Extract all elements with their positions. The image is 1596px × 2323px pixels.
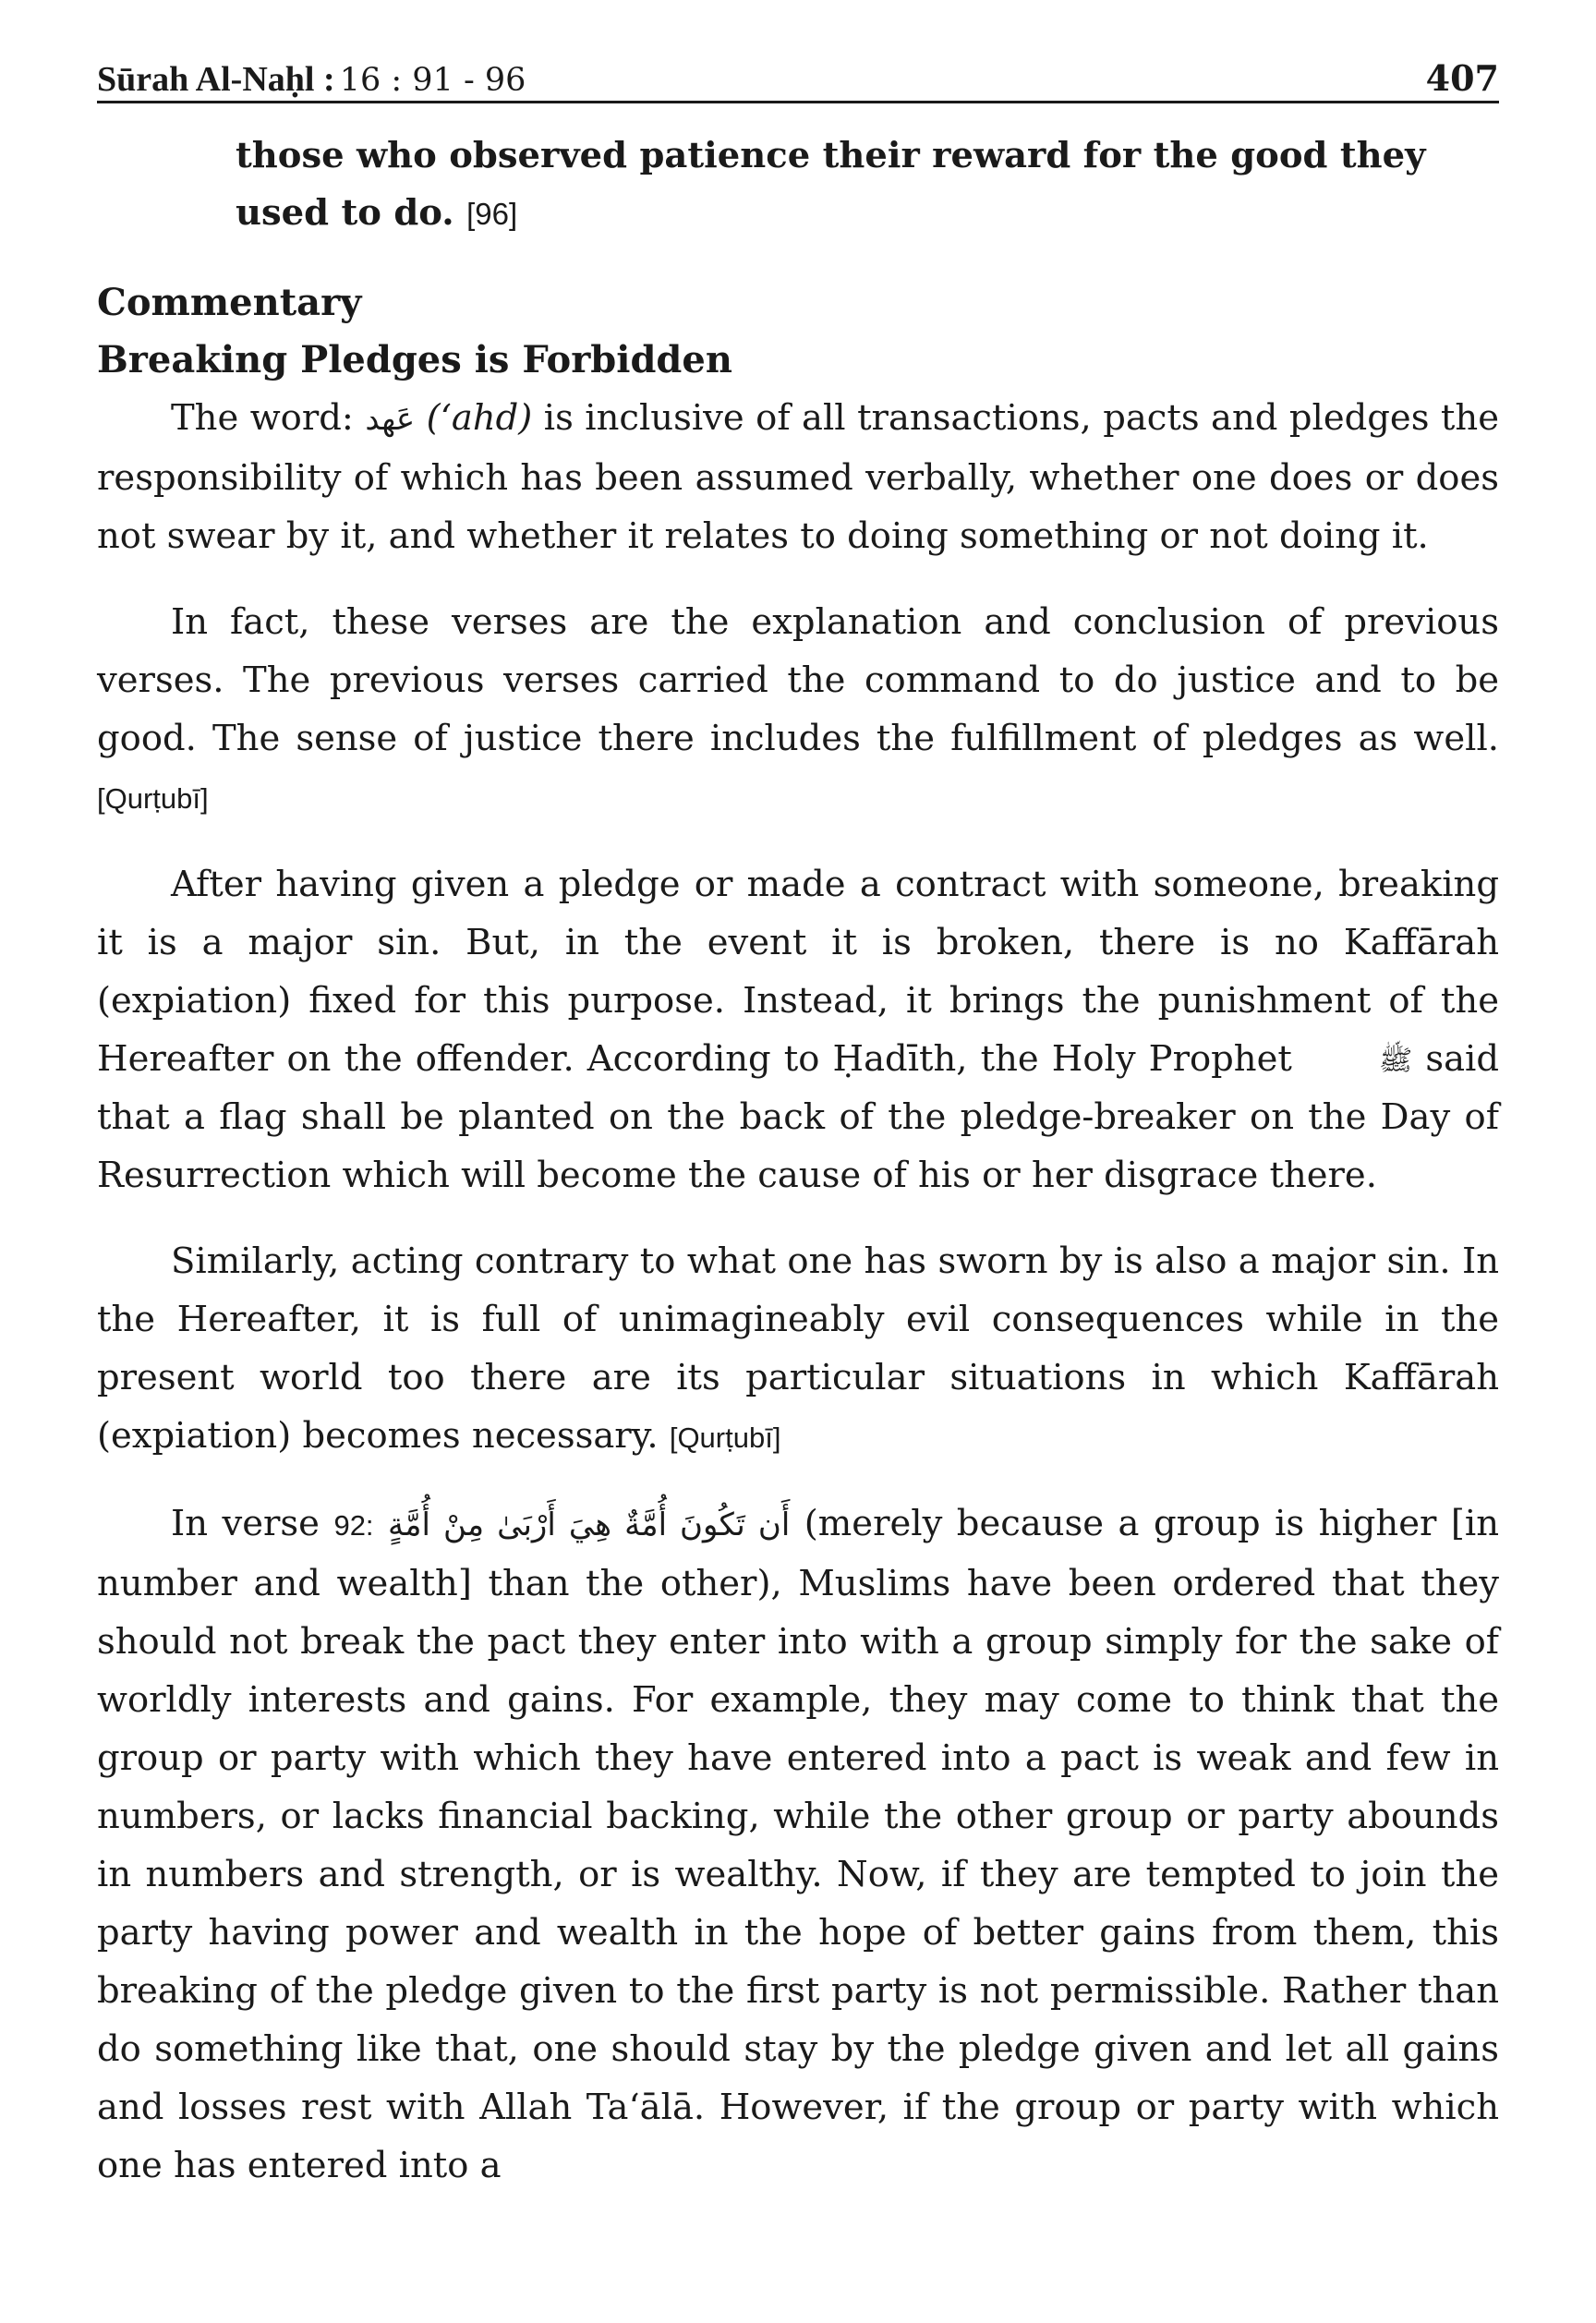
header-left — [97, 59, 526, 100]
section-heading: Breaking Pledges is Forbidden — [97, 338, 732, 381]
page-body — [97, 127, 1499, 2195]
paragraph-3 — [97, 855, 1499, 1204]
surah-title: Sūrah Al-Naḥl : — [97, 60, 335, 99]
commentary-heading: Commentary — [97, 281, 362, 324]
paragraph-1 — [97, 389, 1499, 565]
book-page — [97, 37, 1499, 2195]
verse-translation — [97, 127, 1499, 243]
citation-qurtubi: [Qurṭubī] — [669, 1422, 781, 1454]
p2-text: In fact, these verses are the explanation and conclusion of previous verses. The previous verses carried the command to do justice and to be good. The sense of justice there includes the fulfillment of pledges as well. — [97, 601, 1499, 759]
citation-qurtubi: [Qurṭubī] — [97, 782, 209, 815]
salutation-icon: ﷺ — [1378, 1045, 1413, 1077]
running-header — [97, 37, 1499, 103]
page-number: 407 — [1425, 57, 1499, 99]
paragraph-5 — [97, 1494, 1499, 2195]
verse-reference: 92: — [333, 1509, 374, 1542]
arabic-verse-quote: أَن تَكُونَ أُمَّةٌ هِيَ أَرْبَىٰ مِنْ أُمَّةٍ — [388, 1506, 791, 1543]
p3-text-a: After having given a pledge or made a contract with someone, breaking it is a major sin. But, in the event it is broken, there is no Kaffārah (expiation) fixed for this purpose. Instead, it brings the punishment of the Hereafter on the offender. According to Ḥadīth, the Holy Prophet — [97, 864, 1499, 1080]
paragraph-4 — [97, 1232, 1499, 1467]
verse-number: [96] — [466, 197, 518, 231]
verse-text: those who observed patience their reward for the good they used to do. — [236, 135, 1426, 234]
p1-lead: The word: — [171, 397, 354, 439]
p3-text-b: said that a flag shall be planted on the back of the pledge-breaker on the Day of Resurrection which will become the cause of his or her disgrace there. — [97, 1038, 1499, 1196]
paragraph-2 — [97, 593, 1499, 828]
verse-range: 16 : 91 - 96 — [339, 62, 526, 99]
p5-text: (merely because a group is higher [in number and wealth] than the other), Muslims have been ordered that they should not break the pact they enter into with a group simply for the sake of worldly interests and gains. For example, they may come to think that the group or party with which they have entered into a pact is weak and few in numbers, or lacks financial backing, while the other group or party abounds in numbers and strength, or is wealthy. Now, if they are tempted to join the party having power and wealth in the hope of better gains from them, this breaking of the pledge given to the first party is not permissible. Rather than do something like that, one should stay by the pledge given and let all gains and losses rest with Allah Ta‘ālā. However, if the group or party with which one has entered into a — [97, 1503, 1499, 2186]
p1-text: is inclusive of all transactions, pacts and pledges the responsibility of which has been assumed verbally, whether one does or does not swear by it, and whether it relates to doing something or not doing it. — [97, 397, 1499, 557]
transliteration-ahd: (‘ahd) — [426, 397, 533, 439]
arabic-word-ahd: عَهد — [365, 401, 416, 438]
p5-lead: In verse — [171, 1503, 320, 1544]
p4-text: Similarly, acting contrary to what one has sworn by is also a major sin. In the Hereafter, it is full of unimagineably evil consequences while in the present world too there are its particular situations in which Kaffārah (expiation) becomes necessary. — [97, 1240, 1499, 1457]
